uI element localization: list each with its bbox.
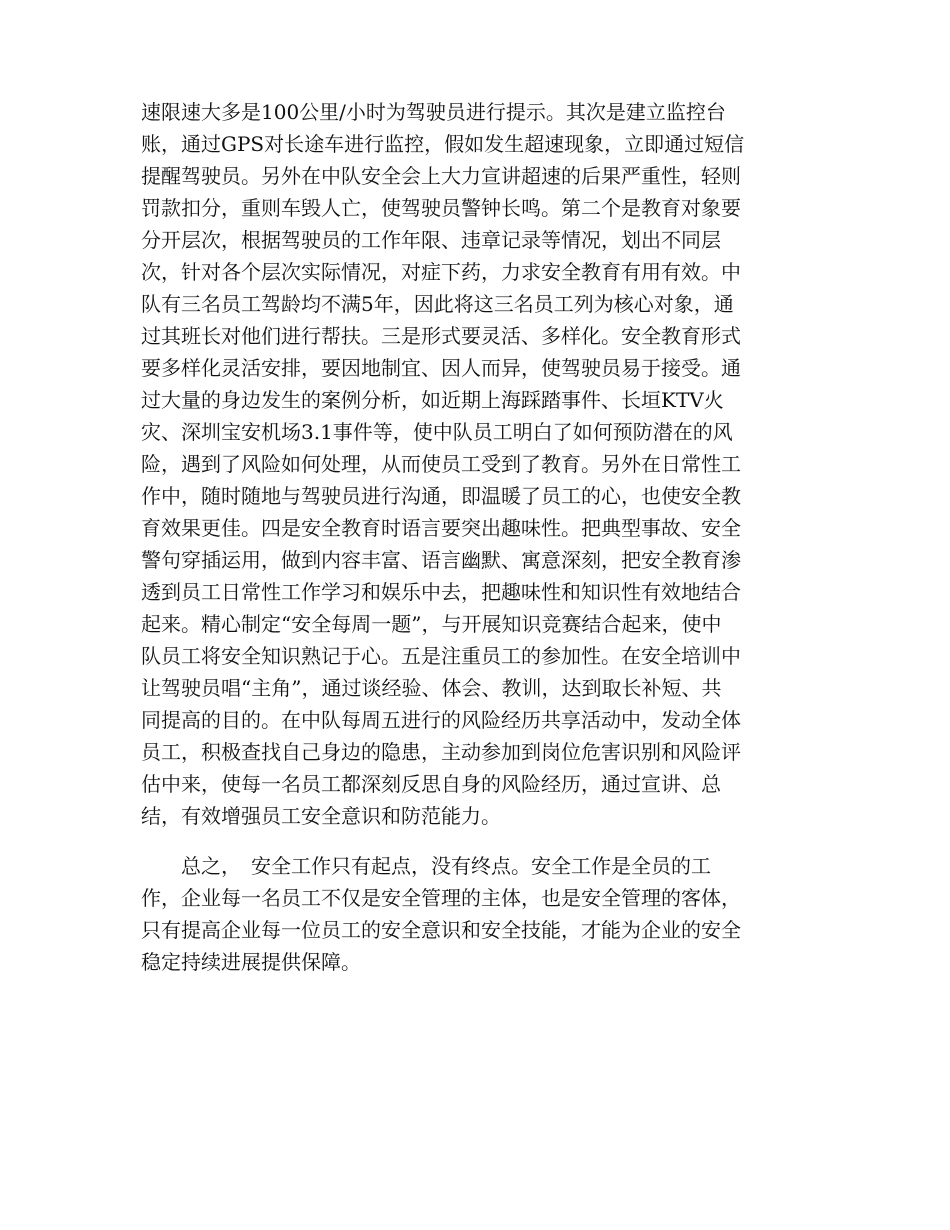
text-line: 稳定持续进展提供保障。 [141,950,361,974]
document-body [141,96,801,978]
text-line: 总之， 安全工作只有起点，没有终点。安全工作是全员的工 [141,854,711,878]
text-line: 警句穿插运用，做到内容丰富、语言幽默、寓意深刻，把安全教育渗 [141,548,741,572]
text-line: 过其班长对他们进行帮扶。三是形式要灵活、多样化。安全教育形式 [141,324,741,348]
text-line: 作，企业每一名员工不仅是安全管理的主体，也是安全管理的客体， [141,886,741,910]
text-line: 作中，随时随地与驾驶员进行沟通，即温暖了员工的心，也使安全教 [141,484,741,508]
text-line: 只有提高企业每一位员工的安全意识和安全技能，才能为企业的安全 [141,918,741,942]
text-line: 提醒驾驶员。另外在中队安全会上大力宣讲超速的后果严重性，轻则 [141,164,741,188]
text-line: 灾、深圳宝安机场3.1事件等，使中队员工明白了如何预防潜在的风 [141,420,733,444]
text-line: 员工，积极查找自己身边的隐患，主动参加到岗位危害识别和风险评 [141,740,741,764]
text-line: 让驾驶员唱“主角”，通过谈经验、体会、教训，达到取长补短、共 [141,676,722,700]
text-line: 队有三名员工驾龄均不满5年，因此将这三名员工列为核心对象，通 [141,292,734,316]
text-line: 罚款扣分，重则车毁人亡，使驾驶员警钟长鸣。第二个是教育对象要 [141,196,741,220]
text-line: 同提高的目的。在中队每周五进行的风险经历共享活动中，发动全体 [141,708,741,732]
text-line: 险，遇到了风险如何处理，从而使员工受到了教育。另外在日常性工 [141,452,741,476]
paragraph-safety-education [141,96,801,832]
text-line: 结，有效增强员工安全意识和防范能力。 [141,804,501,828]
paragraph-spacer [141,832,801,850]
text-line: 育效果更佳。四是安全教育时语言要突出趣味性。把典型事故、安全 [141,516,741,540]
text-line: 次，针对各个层次实际情况，对症下药，力求安全教育有用有效。中 [141,260,741,284]
text-line: 过大量的身边发生的案例分析，如近期上海踩踏事件、长垣KTV火 [141,388,724,412]
text-line: 透到员工日常性工作学习和娱乐中去，把趣味性和知识性有效地结合 [141,580,741,604]
text-line: 账，通过GPS对长途车进行监控，假如发生超速现象，立即通过短信 [141,132,745,156]
text-line: 速限速大多是100公里/小时为驾驶员进行提示。其次是建立监控台 [141,100,726,124]
text-line: 估中来，使每一名员工都深刻反思自身的风险经历，通过宣讲、总 [141,772,721,796]
text-line: 要多样化灵活安排，要因地制宜、因人而异，使驾驶员易于接受。通 [141,356,741,380]
text-line: 分开层次，根据驾驶员的工作年限、违章记录等情况，划出不同层 [141,228,721,252]
text-line: 队员工将安全知识熟记于心。五是注重员工的参加性。在安全培训中 [141,644,741,668]
text-line: 起来。精心制定“安全每周一题”，与开展知识竞赛结合起来，使中 [141,612,722,636]
paragraph-conclusion [141,850,801,978]
